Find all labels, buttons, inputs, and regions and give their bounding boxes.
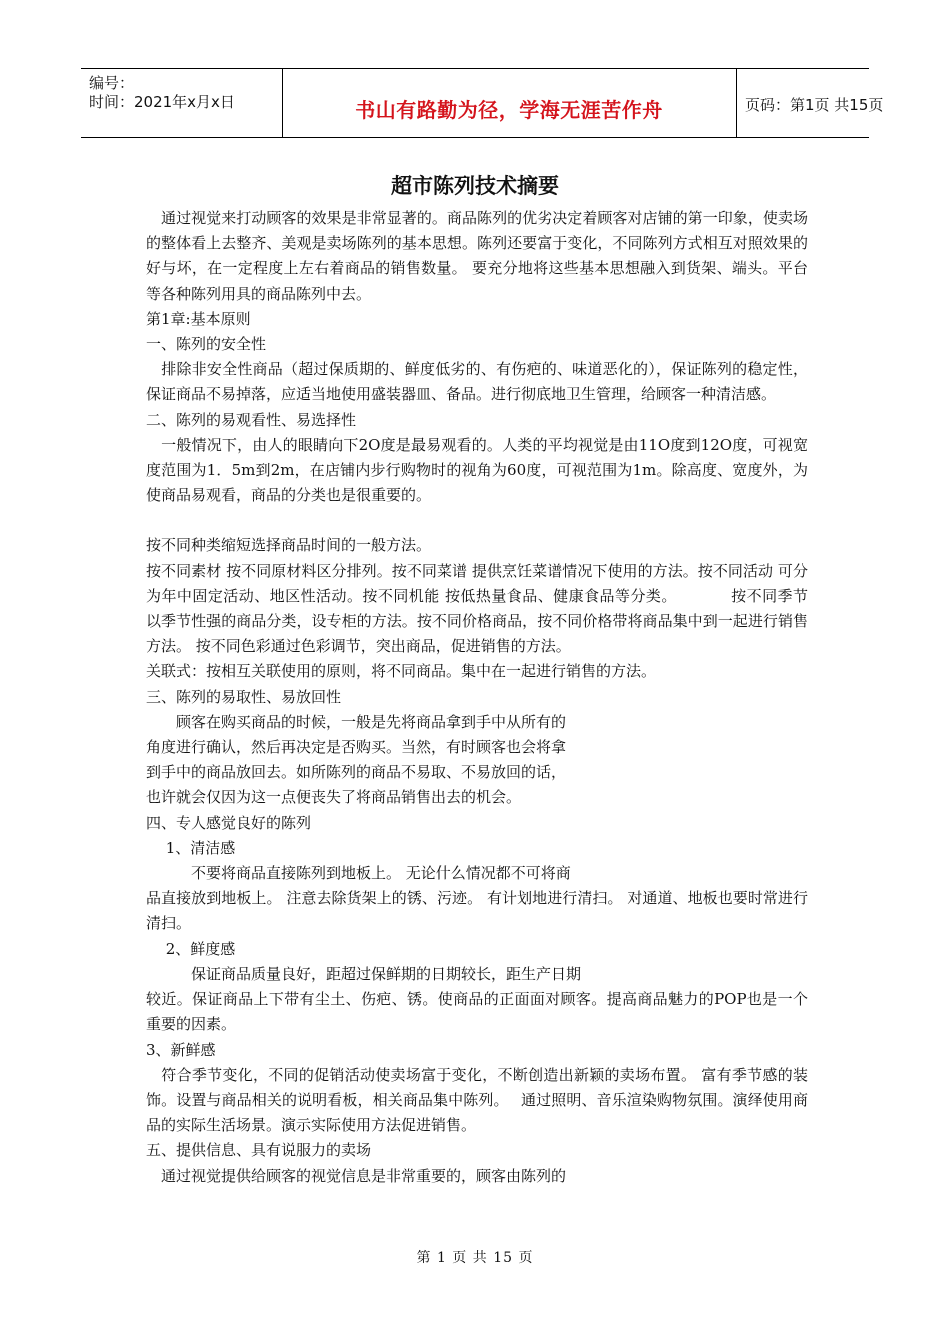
body-paragraph: 2、鲜度感	[146, 939, 236, 958]
document-header	[81, 68, 884, 138]
document-title: 超市陈列技术摘要	[391, 174, 559, 198]
header-page-info: 页码：第1页 共15页	[745, 96, 884, 114]
header-motto: 书山有路勤为径，学海无涯苦作舟	[355, 98, 663, 122]
body-paragraph: 品直接放到地板上。 注意去除货架上的锈、污迹。 有计划地进行清扫。 对通道、地板也要时常进行清扫。	[146, 889, 808, 933]
body-paragraph: 顾客在购买商品的时候，一般是先将商品拿到手中从所有的	[146, 712, 567, 731]
document-number-label: 编号：	[89, 74, 135, 92]
document-time-label: 时间：2021年x月x日	[89, 93, 235, 111]
body-paragraph: 到手中的商品放回去。如所陈列的商品不易取、不易放回的话，	[146, 763, 567, 782]
body-paragraph: 按不同种类缩短选择商品时间的一般方法。	[146, 536, 432, 555]
body-paragraph: 一、陈列的安全性	[146, 335, 267, 354]
document-body	[146, 206, 808, 1189]
body-paragraph: 第1章:基本原则	[146, 309, 251, 328]
body-paragraph: 二、陈列的易观看性、易选择性	[146, 410, 357, 429]
page-footer: 第 1 页 共 15 页	[416, 1250, 534, 1266]
body-paragraph	[146, 508, 808, 533]
body-paragraph: 三、陈列的易取性、易放回性	[146, 687, 342, 706]
body-paragraph: 通过视觉提供给顾客的视觉信息是非常重要的，顾客由陈列的	[146, 1166, 567, 1185]
body-paragraph: 一般情况下，由人的眼睛向下2O度是最易观看的。人类的平均视觉是由11O度到12O度，可视宽度范围为1．5m到2m，在店铺内步行购物时的视角为60度，可视范围为1m。除高度、宽度外，为使商品易观看，商品的分类也是很重要的。	[146, 435, 808, 505]
body-paragraph: 3、新鲜感	[146, 1040, 216, 1059]
body-paragraph: 按不同素材 按不同原材料区分排列。按不同菜谱 提供烹饪菜谱情况下使用的方法。按不同活动 可分为年中固定活动、地区性活动。按不同机能 按低热量食品、健康食品等分类。 按不同季节 以季节性强的商品分类，设专柜的方法。按不同价格商品，按不同价格带将商品集中到一起进行销售方法。 按不同色彩通过色彩调节，突出商品，促进销售的方法。	[146, 561, 808, 656]
body-paragraph: 不要将商品直接陈列到地板上。 无论什么情况都不可将商	[146, 864, 571, 883]
body-paragraph: 关联式：按相互关联使用的原则，将不同商品。集中在一起进行销售的方法。	[146, 662, 657, 681]
header-page-cell	[736, 69, 884, 137]
body-paragraph: 排除非安全性商品（超过保质期的、鲜度低劣的、有伤疤的、味道恶化的），保证陈列的稳定性，保证商品不易掉落，应适当地使用盛装器皿、备品。进行彻底地卫生管理，给顾客一种清洁感。	[146, 360, 808, 404]
body-paragraph: 也许就会仅因为这一点便丧失了将商品销售出去的机会。	[146, 788, 522, 807]
body-paragraph: 较近。保证商品上下带有尘土、伤疤、锈。使商品的正面面对顾客。提高商品魅力的POP也是一个重要的因素。	[146, 990, 808, 1034]
header-meta-cell	[81, 69, 283, 137]
body-paragraph: 1、清洁感	[146, 838, 236, 857]
body-paragraph: 角度进行确认，然后再决定是否购买。当然，有时顾客也会将拿	[146, 738, 567, 757]
body-paragraph: 符合季节变化，不同的促销活动使卖场富于变化，不断创造出新颖的卖场布置。 富有季节感的装饰。设置与商品相关的说明看板，相关商品集中陈列。 通过照明、音乐渲染购物氛围。演绎使用商品的实际生活场景。演示实际使用方法促进销售。	[146, 1065, 808, 1135]
body-paragraph: 四、专人感觉良好的陈列	[146, 813, 312, 832]
body-paragraph: 通过视觉来打动顾客的效果是非常显著的。商品陈列的优劣决定着顾客对店铺的第一印象，使卖场的整体看上去整齐、美观是卖场陈列的基本思想。陈列还要富于变化，不同陈列方式相互对照效果的好与坏，在一定程度上左右着商品的销售数量。 要充分地将这些基本思想融入到货架、端头。平台等各种陈列用具的商品陈列中去。	[146, 209, 808, 303]
header-motto-cell	[282, 69, 737, 137]
body-paragraph: 保证商品质量良好，距超过保鲜期的日期较长，距生产日期	[146, 964, 582, 983]
body-paragraph: 五、提供信息、具有说服力的卖场	[146, 1141, 372, 1160]
